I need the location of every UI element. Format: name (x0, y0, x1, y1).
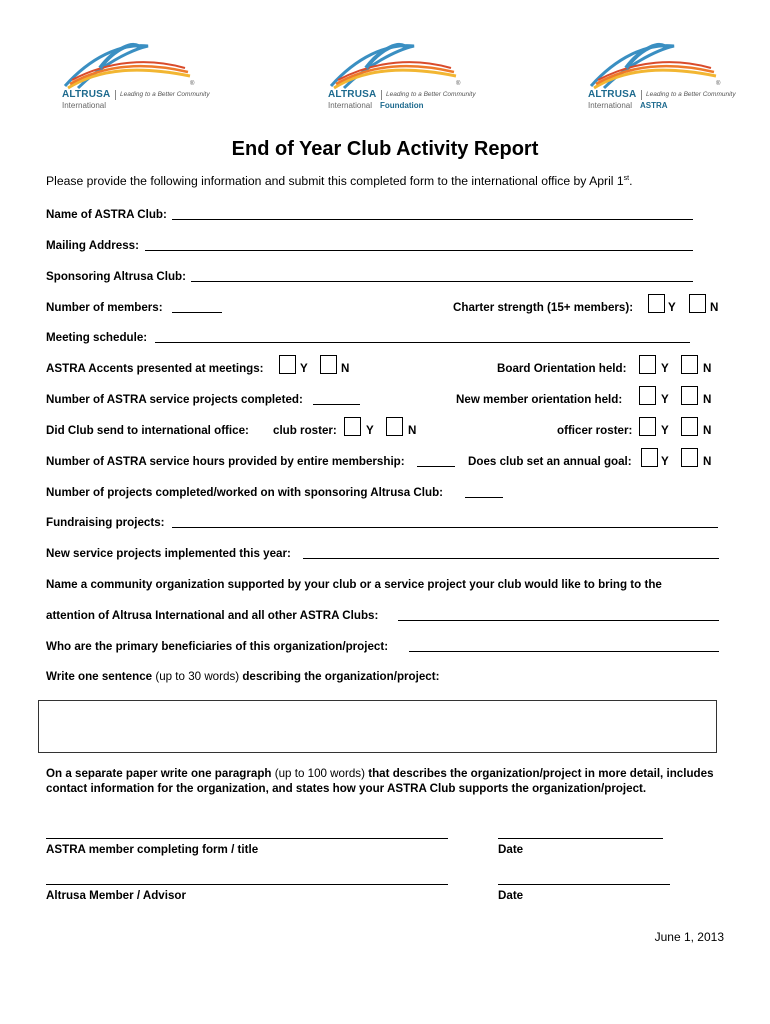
swirl-logo-icon (326, 38, 476, 93)
logo-brand: ALTRUSA (588, 89, 637, 100)
charter-no-label: N (710, 301, 719, 314)
club-roster-label: club roster: (273, 424, 337, 437)
goal-no-label: N (703, 455, 712, 468)
community-label-2: attention of Altrusa International and all other ASTRA Clubs: (46, 609, 379, 622)
sponsoring-label: Sponsoring Altrusa Club: (46, 270, 186, 283)
accents-yes-checkbox[interactable] (279, 355, 296, 374)
logo-tagline: Leading to a Better Community (646, 91, 736, 98)
advisor-signature-label: Altrusa Member / Advisor (46, 889, 187, 902)
logo-tagline: Leading to a Better Community (120, 91, 210, 98)
new-member-yes-checkbox[interactable] (639, 386, 656, 405)
paragraph-c: that describes the organization/project in more detail, includes contact information for the organization, and states how your ASTRA Club supports the organization/project. (46, 767, 714, 795)
accents-no-label: N (341, 362, 350, 375)
community-label-1: Name a community organization supported by your club or a service project your club would like to bring to the (46, 578, 662, 591)
officer-roster-no-label: N (703, 424, 712, 437)
officer-roster-no-checkbox[interactable] (681, 417, 698, 436)
paragraph-b: (up to 100 words) (274, 767, 365, 780)
member-signature-line[interactable] (46, 838, 448, 839)
logo-reg: ® (190, 81, 195, 87)
intro-text (46, 174, 633, 188)
new-service-field[interactable] (303, 558, 719, 559)
officer-roster-yes-label: Y (661, 424, 669, 437)
date1-line[interactable] (498, 838, 663, 839)
new-member-yes-label: Y (661, 393, 669, 406)
charter-no-checkbox[interactable] (689, 294, 706, 313)
logo-altrusa-astra (586, 38, 736, 116)
sponsor-projects-field[interactable] (465, 497, 503, 498)
fundraising-field[interactable] (172, 527, 718, 528)
community-field[interactable] (398, 620, 719, 621)
logo-reg: ® (716, 81, 721, 87)
accents-yes-label: Y (300, 362, 308, 375)
officer-roster-label: officer roster: (557, 424, 633, 437)
logo-divider (115, 90, 116, 100)
board-no-label: N (703, 362, 712, 375)
fundraising-label: Fundraising projects: (46, 516, 165, 529)
meeting-label: Meeting schedule: (46, 331, 148, 344)
logo-altrusa-international (60, 38, 210, 116)
logo-sub: Foundation (380, 101, 424, 110)
beneficiaries-label: Who are the primary beneficiaries of this organization/project: (46, 640, 389, 653)
sentence-label (46, 670, 439, 683)
date2-line[interactable] (498, 884, 670, 885)
charter-yes-checkbox[interactable] (648, 294, 665, 313)
meeting-field[interactable] (155, 342, 690, 343)
sentence-textbox[interactable] (38, 700, 717, 753)
club-name-field[interactable] (172, 219, 693, 220)
club-roster-yes-checkbox[interactable] (344, 417, 361, 436)
swirl-logo-icon (60, 38, 210, 93)
logo-divider (641, 90, 642, 100)
sentence-label-b: (up to 30 words) (155, 670, 240, 683)
logo-altrusa-foundation (326, 38, 476, 116)
paragraph-a: On a separate paper write one paragraph (46, 767, 272, 780)
sponsoring-field[interactable] (191, 281, 693, 282)
paragraph-instructions (46, 766, 726, 796)
accents-label: ASTRA Accents presented at meetings: (46, 362, 264, 375)
intro-sup: st (623, 174, 630, 182)
swirl-logo-icon (586, 38, 736, 93)
logo-tagline: Leading to a Better Community (386, 91, 476, 98)
beneficiaries-field[interactable] (409, 651, 719, 652)
new-service-label: New service projects implemented this year: (46, 547, 291, 560)
logo-intl: International (328, 101, 373, 110)
projects-field[interactable] (313, 404, 360, 405)
did-send-label: Did Club send to international office: (46, 424, 249, 437)
club-name-label: Name of ASTRA Club: (46, 208, 167, 221)
member-signature-label: ASTRA member completing form / title (46, 843, 259, 856)
club-roster-no-checkbox[interactable] (386, 417, 403, 436)
board-yes-label: Y (661, 362, 669, 375)
charter-yes-label: Y (668, 301, 676, 314)
officer-roster-yes-checkbox[interactable] (639, 417, 656, 436)
advisor-signature-line[interactable] (46, 884, 448, 885)
new-member-no-label: N (703, 393, 712, 406)
date1-label: Date (498, 843, 524, 856)
date2-label: Date (498, 889, 524, 902)
logo-reg: ® (456, 81, 461, 87)
members-label: Number of members: (46, 301, 163, 314)
board-no-checkbox[interactable] (681, 355, 698, 374)
charter-label: Charter strength (15+ members): (453, 301, 634, 314)
sentence-label-a: Write one sentence (46, 670, 153, 683)
logo-brand: ALTRUSA (328, 89, 377, 100)
sponsor-projects-label: Number of projects completed/worked on with sponsoring Altrusa Club: (46, 486, 444, 499)
logo-intl: International (588, 101, 633, 110)
intro-end: . (629, 174, 633, 188)
mailing-label: Mailing Address: (46, 239, 139, 252)
hours-field[interactable] (417, 466, 455, 467)
sentence-label-c: describing the organization/project: (242, 670, 440, 683)
goal-no-checkbox[interactable] (681, 448, 698, 467)
page-title: End of Year Club Activity Report (231, 138, 539, 160)
club-roster-no-label: N (408, 424, 417, 437)
goal-yes-checkbox[interactable] (641, 448, 658, 467)
new-member-no-checkbox[interactable] (681, 386, 698, 405)
accents-no-checkbox[interactable] (320, 355, 337, 374)
new-member-label: New member orientation held: (456, 393, 623, 406)
members-field[interactable] (172, 312, 222, 313)
board-label: Board Orientation held: (497, 362, 627, 375)
club-roster-yes-label: Y (366, 424, 374, 437)
logo-divider (381, 90, 382, 100)
intro-main: Please provide the following information and submit this completed form to the international office by April 1 (46, 174, 624, 188)
logo-brand: ALTRUSA (62, 89, 111, 100)
goal-yes-label: Y (661, 455, 669, 468)
footer-date: June 1, 2013 (654, 930, 724, 944)
hours-label: Number of ASTRA service hours provided by entire membership: (46, 455, 405, 468)
logo-intl: International (62, 101, 107, 110)
logo-sub: ASTRA (640, 101, 668, 110)
projects-label: Number of ASTRA service projects completed: (46, 393, 303, 406)
mailing-field[interactable] (145, 250, 693, 251)
board-yes-checkbox[interactable] (639, 355, 656, 374)
goal-label: Does club set an annual goal: (468, 455, 632, 468)
